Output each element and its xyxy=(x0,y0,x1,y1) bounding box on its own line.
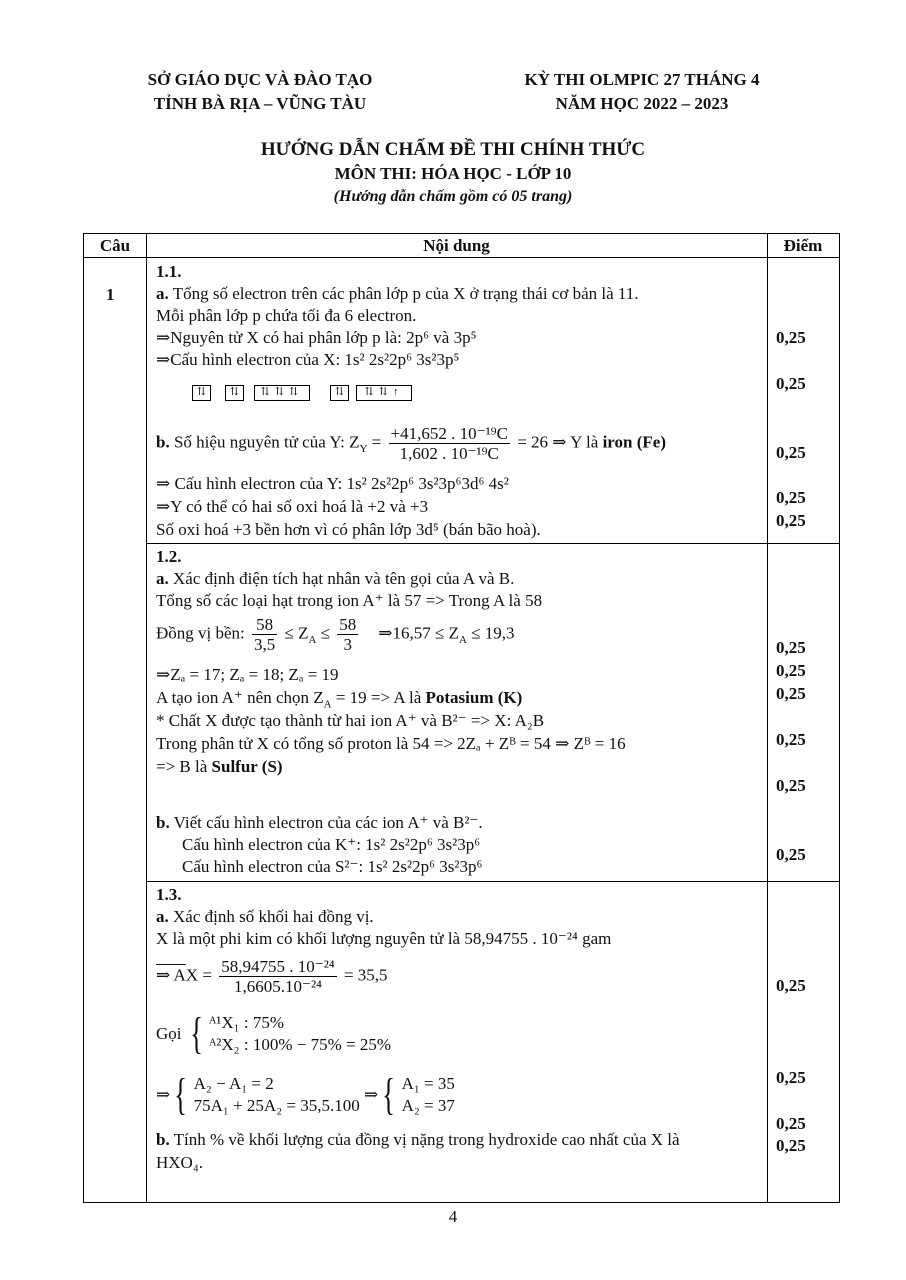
score-value: 0,25 xyxy=(776,730,806,749)
equation-line: ⇒{ A₂ − A₁ = 2 75A₁ + 25A₂ = 35,5.100 ⇒{ A₁ = 35 A₂ = 37 xyxy=(156,1070,455,1119)
text-line: X là một phi kim có khối lượng nguyên tử là 58,94755 . 10⁻²⁴ gam xyxy=(156,929,612,948)
department-line-1: SỞ GIÁO DỤC VÀ ĐÀO TẠO xyxy=(147,70,373,89)
score-value: 0,25 xyxy=(776,1114,806,1133)
text-line: ⇒Y có thể có hai số oxi hoá là +2 và +3 xyxy=(156,497,429,516)
text-line: Mỗi phân lớp p chứa tối đa 6 electron. xyxy=(156,306,417,325)
grading-table xyxy=(83,233,840,1203)
question-number: 1 xyxy=(106,285,115,304)
equation-line: Gọi { ᴬ¹X₁ : 75% ᴬ²X₂ : 100% − 75% = 25% xyxy=(156,1009,391,1058)
orbital-box-3s: ⇅ xyxy=(330,385,349,401)
text-line: a. Xác định số khối hai đồng vị. xyxy=(156,907,374,926)
text-line: ⇒Nguyên tử X có hai phân lớp p là: 2p⁶ và 3p⁵ xyxy=(156,328,477,347)
score-value: 0,25 xyxy=(776,976,806,995)
document-titles xyxy=(0,137,906,209)
exam-line-2: NĂM HỌC 2022 – 2023 xyxy=(555,94,729,113)
equation-line: ⇒ AX = $\frac{\text{58,94755 . 10⁻²⁴}}{\text{1,6605.10⁻²⁴}}$ = 35,5 xyxy=(156,957,388,996)
text-line: b. Viết cấu hình electron của các ion A⁺ và B²⁻. xyxy=(156,813,483,832)
score-value: 0,25 xyxy=(776,1136,806,1155)
text-line: ⇒Cấu hình electron của X: 1s² 2s²2p⁶ 3s²3p⁵ xyxy=(156,350,460,369)
score-value: 0,25 xyxy=(776,776,806,795)
score-value: 0,25 xyxy=(776,374,806,393)
row-divider xyxy=(146,881,839,882)
exam-header xyxy=(492,68,792,116)
text-line: Cấu hình electron của S²⁻: 1s² 2s²2p⁶ 3s²3p⁶ xyxy=(182,857,483,876)
equation-line: b. Số hiệu nguyên tử của Y: $Z_Y$ = $\frac{\text{+41,652 . 10⁻¹⁹C}}{\text{1,602 . 10⁻¹⁹C}}$ = 26 ⇒ Y là iron (Fe) xyxy=(156,424,666,463)
department-header xyxy=(125,68,395,116)
score-value: 0,25 xyxy=(776,845,806,864)
equation-line: Đồng vị bền: $\frac{58}{3,5}$ ≤ $Z_A$ ≤ $\frac{58}{3}$ ⇒16,57 ≤ $Z_A \le 19,3$ xyxy=(156,615,515,654)
orbital-box-3p: ⇅⇅↑ xyxy=(356,385,412,401)
text-line: b. Tính % về khối lượng của đồng vị nặng trong hydroxide cao nhất của X là xyxy=(156,1130,680,1149)
department-line-2: TỈNH BÀ RỊA – VŨNG TÀU xyxy=(153,94,367,113)
score-value: 0,25 xyxy=(776,1068,806,1087)
section-heading: 1.3. xyxy=(156,885,182,904)
text-line: A tạo ion A⁺ nên chọn $Z_A = 19 => A$ là Potasium (K) xyxy=(156,688,523,711)
text-line: Trong phân tử X có tổng số proton là 54 => 2Zₐ + Zᴮ = 54 ⇒ Zᴮ = 16 xyxy=(156,734,626,753)
score-value: 0,25 xyxy=(776,488,806,507)
column-divider xyxy=(146,234,147,1202)
page-number: 4 xyxy=(448,1207,458,1226)
text-line: a. Tổng số electron trên các phân lớp p của X ở trạng thái cơ bản là 11. xyxy=(156,284,639,303)
orbital-box-2s: ⇅ xyxy=(225,385,244,401)
text-line: Số oxi hoá +3 bền hơn vì có phân lớp 3d⁵ (bán bão hoà). xyxy=(156,520,541,539)
orbital-box-1s: ⇅ xyxy=(192,385,211,401)
page-count-note: (Hướng dẫn chấm gồm có 05 trang) xyxy=(333,188,573,205)
document-title: HƯỚNG DẪN CHẤM ĐỀ THI CHÍNH THỨC xyxy=(260,139,646,160)
column-header-content: Nội dung xyxy=(423,236,490,255)
text-line: a. Xác định điện tích hạt nhân và tên gọi của A và B. xyxy=(156,569,515,588)
section-heading: 1.1. xyxy=(156,262,182,281)
exam-line-1: KỲ THI OLMPIC 27 THÁNG 4 xyxy=(524,70,760,89)
score-value: 0,25 xyxy=(776,638,806,657)
text-line: HXO₄. xyxy=(156,1153,204,1172)
subject-title: MÔN THI: HÓA HỌC - LỚP 10 xyxy=(334,164,572,183)
text-line: ⇒ Cấu hình electron của Y: 1s² 2s²2p⁶ 3s²3p⁶3d⁶ 4s² xyxy=(156,474,509,493)
score-value: 0,25 xyxy=(776,443,806,462)
text-line: => B là Sulfur (S) xyxy=(156,757,283,776)
score-value: 0,25 xyxy=(776,328,806,347)
row-divider xyxy=(84,257,839,258)
score-value: 0,25 xyxy=(776,661,806,680)
column-header-question: Câu xyxy=(99,236,131,255)
column-divider xyxy=(767,234,768,1202)
text-line: ⇒Zₐ = 17; Zₐ = 18; Zₐ = 19 xyxy=(156,665,339,684)
score-value: 0,25 xyxy=(776,684,806,703)
score-value: 0,25 xyxy=(776,511,806,530)
orbital-box-2p: ⇅⇅⇅ xyxy=(254,385,310,401)
section-heading: 1.2. xyxy=(156,547,182,566)
text-line: Cấu hình electron của K⁺: 1s² 2s²2p⁶ 3s²3p⁶ xyxy=(182,835,481,854)
row-divider xyxy=(146,543,839,544)
column-header-score: Điểm xyxy=(783,236,823,255)
text-line: Tổng số các loại hạt trong ion A⁺ là 57 => Trong A là 58 xyxy=(156,591,543,610)
text-line: * Chất X được tạo thành từ hai ion A⁺ và B²⁻ => X: A₂B xyxy=(156,711,545,730)
